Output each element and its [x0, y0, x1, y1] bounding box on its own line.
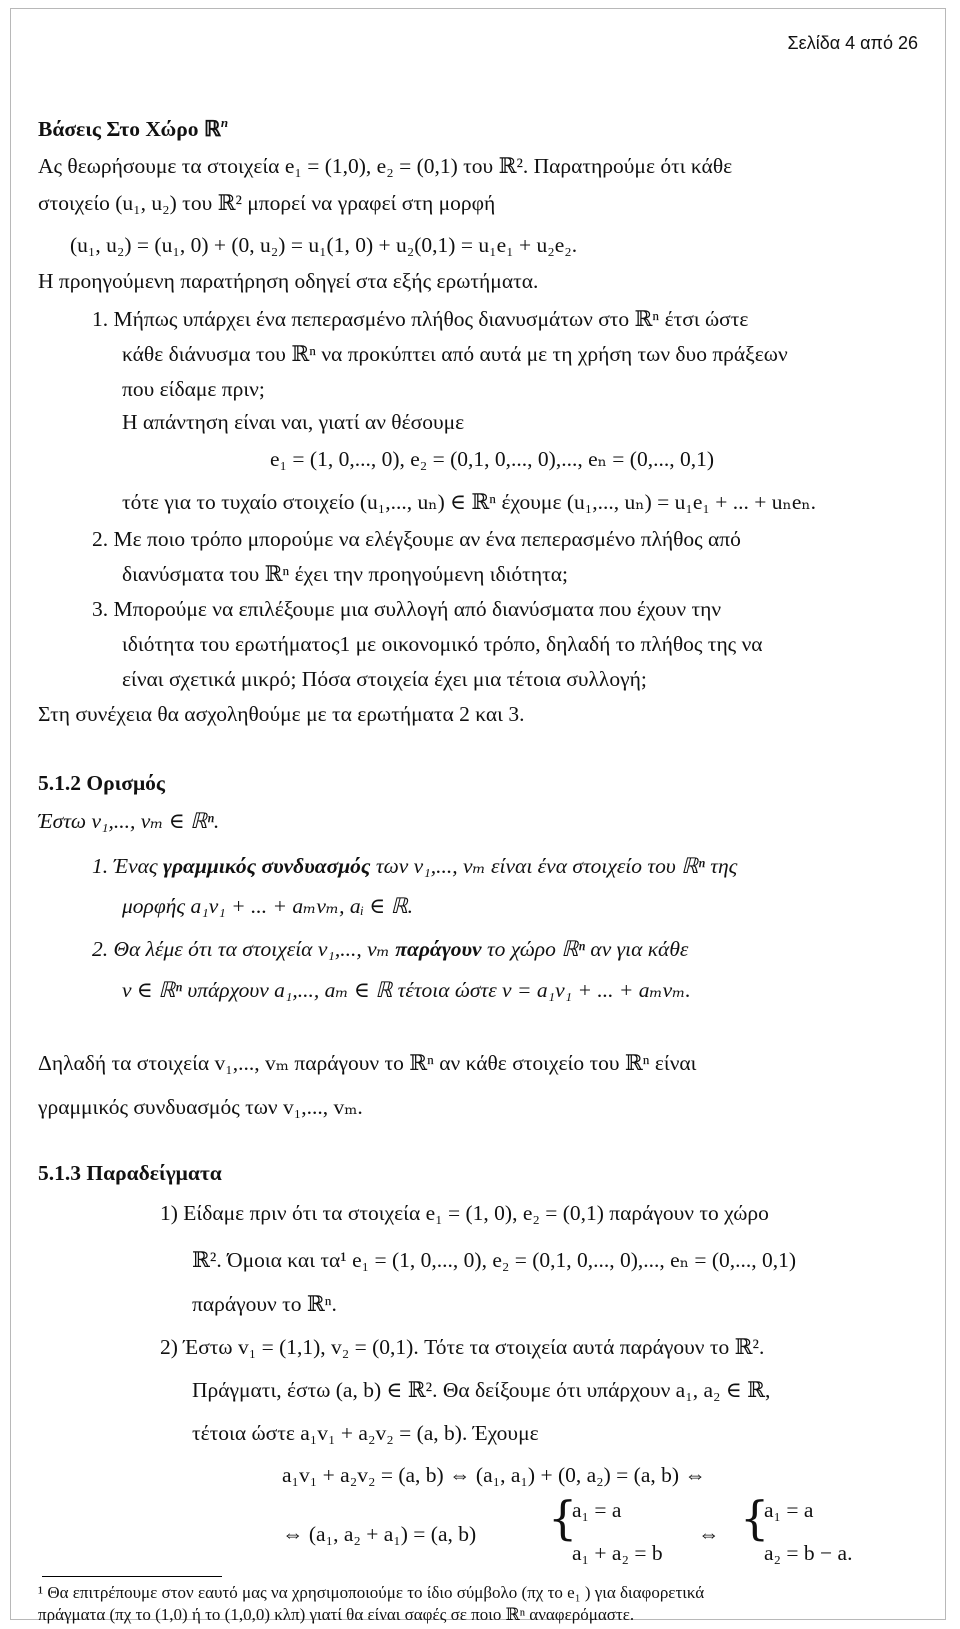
- page-number: Σελίδα 4 από 26: [787, 33, 918, 53]
- definition-2-line-b: v ∈ ℝⁿ υπάρχουν a₁,..., aₘ ∈ ℝ τέτοια ώστε v = a₁v₁ + ... + aₘvₘ.: [122, 978, 691, 1002]
- footnote-line-1: ¹ Θα επιτρέπουμε στον εαυτό μας να χρησιμοποιούμε το ίδιο σύμβολο (πχ το e₁ ) για διαφορετικά: [38, 1583, 705, 1602]
- definition-let: Έστω v₁,..., vₘ ∈ ℝⁿ.: [38, 809, 220, 833]
- lead-sentence: Η προηγούμενη παρατήρηση οδηγεί στα εξής ερωτήματα.: [38, 269, 539, 293]
- question-1-line-d: Η απάντηση είναι ναι, γιατί αν θέσουμε: [122, 410, 465, 434]
- system-1-brace: {: [548, 1491, 578, 1545]
- question-3-line-b: ιδιότητα του ερωτήματος1 με οικονομικό τρόπο, δηλαδή το πλήθος της να: [122, 632, 763, 656]
- section-title: Βάσεις Στο Χώρο ℝ$^n$: [38, 115, 229, 141]
- system-2-row-1: a₁ = a: [764, 1498, 814, 1522]
- question-1-line-a: 1. Μήπως υπάρχει ένα πεπερασμένο πλήθος διανυσμάτων στο ℝⁿ έτσι ώστε: [92, 307, 749, 331]
- definition-note-line-2: γραμμικός συνδυασμός των v₁,..., vₘ.: [38, 1095, 363, 1119]
- definition-2-line-a: 2. Θα λέμε ότι τα στοιχεία v₁,..., vₘ παράγουν το χώρο ℝⁿ αν για κάθε: [92, 937, 689, 961]
- question-2-line-a: 2. Με ποιο τρόπο μπορούμε να ελέγξουμε αν ένα πεπερασμένο πλήθος από: [92, 527, 741, 551]
- example-2-line-a: 2) Έστω v₁ = (1,1), v₂ = (0,1). Τότε τα στοιχεία αυτά παράγουν το ℝ².: [160, 1335, 765, 1359]
- example-2-line-c: τέτοια ώστε a₁v₁ + a₂v₂ = (a, b). Έχουμε: [192, 1421, 539, 1445]
- standard-basis-formula: e₁ = (1, 0,..., 0), e₂ = (0,1, 0,..., 0),..., eₙ = (0,..., 0,1): [270, 447, 715, 471]
- equivalence-arrow: ⇔: [698, 1522, 720, 1546]
- term-linear-combination: γραμμικός συνδυασμός: [163, 854, 371, 878]
- question-1-line-c: που είδαμε πριν;: [122, 377, 265, 401]
- definition-title: 5.1.2 Ορισμός: [38, 771, 165, 795]
- question-1-line-e: τότε για το τυχαίο στοιχείο (u₁,..., uₙ) ∈ ℝⁿ έχουμε (u₁,..., uₙ) = u₁e₁ + ... + uₙeₙ.: [122, 490, 817, 514]
- definition-note-line-1: Δηλαδή τα στοιχεία v₁,..., vₘ παράγουν το ℝⁿ αν κάθε στοιχείο του ℝⁿ είναι: [38, 1051, 697, 1075]
- question-3-line-a: 3. Μπορούμε να επιλέξουμε μια συλλογή από διανύσματα που έχουν την: [92, 597, 722, 621]
- system-1-row-2: a₁ + a₂ = b: [572, 1541, 663, 1565]
- outro-sentence: Στη συνέχεια θα ασχοληθούμε με τα ερωτήματα 2 και 3.: [38, 702, 525, 726]
- example-1-line-c: παράγουν το ℝⁿ.: [192, 1292, 337, 1316]
- intro-line-2: στοιχείο (u₁, u₂) του ℝ² μπορεί να γραφεί στη μορφή: [38, 191, 496, 215]
- definition-1-line-b: μορφής a₁v₁ + ... + aₘvₘ, aᵢ ∈ ℝ.: [122, 894, 414, 918]
- example-2-line-b: Πράγματι, έστω (a, b) ∈ ℝ². Θα δείξουμε ότι υπάρχουν a₁, a₂ ∈ ℝ,: [192, 1378, 771, 1402]
- question-3-line-c: είναι σχετικά μικρό; Πόσα στοιχεία έχει μια τέτοια συλλογή;: [122, 667, 647, 691]
- system-1-row-1: a₁ = a: [572, 1498, 622, 1522]
- system-2-brace: {: [740, 1491, 770, 1545]
- example-1-line-b: ℝ². Όμοια και τα¹ e₁ = (1, 0,..., 0), e₂ = (0,1, 0,..., 0),..., eₙ = (0,..., 0,1): [192, 1248, 797, 1272]
- footnote-rule: [42, 1576, 222, 1577]
- example-2-equation-2: ⇔ (a₁, a₂ + a₁) = (a, b): [282, 1522, 477, 1546]
- intro-line-1: Ας θεωρήσουμε τα στοιχεία e₁ = (1,0), e₂ = (0,1) του ℝ². Παρατηρούμε ότι κάθε: [38, 154, 733, 178]
- definition-1-line-a: 1. Ένας γραμμικός συνδυασμός των v₁,..., vₘ είναι ένα στοιχείο του ℝⁿ της: [92, 854, 738, 878]
- term-span: παράγουν: [395, 937, 482, 961]
- example-2-equation-1: a₁v₁ + a₂v₂ = (a, b) ⇔ (a₁, a₁) + (0, a₂) = (a, b) ⇔: [282, 1463, 706, 1487]
- question-1-line-b: κάθε διάνυσμα του ℝⁿ να προκύπτει από αυτά με τη χρήση των δυο πράξεων: [122, 342, 788, 366]
- formula-decomposition: (u₁, u₂) = (u₁, 0) + (0, u₂) = u₁(1, 0) + u₂(0,1) = u₁e₁ + u₂e₂.: [70, 233, 578, 257]
- system-2-row-2: a₂ = b − a.: [764, 1541, 853, 1565]
- question-2-line-b: διανύσματα του ℝⁿ έχει την προηγούμενη ιδιότητα;: [122, 562, 568, 586]
- examples-title: 5.1.3 Παραδείγματα: [38, 1161, 222, 1185]
- example-1-line-a: 1) Είδαμε πριν ότι τα στοιχεία e₁ = (1, 0), e₂ = (0,1) παράγουν το χώρο: [160, 1201, 769, 1225]
- footnote-line-2: πράγματα (πχ το (1,0) ή το (1,0,0) κλπ) γιατί θα είναι σαφές σε ποιο ℝⁿ αναφερόμαστε.: [38, 1605, 635, 1624]
